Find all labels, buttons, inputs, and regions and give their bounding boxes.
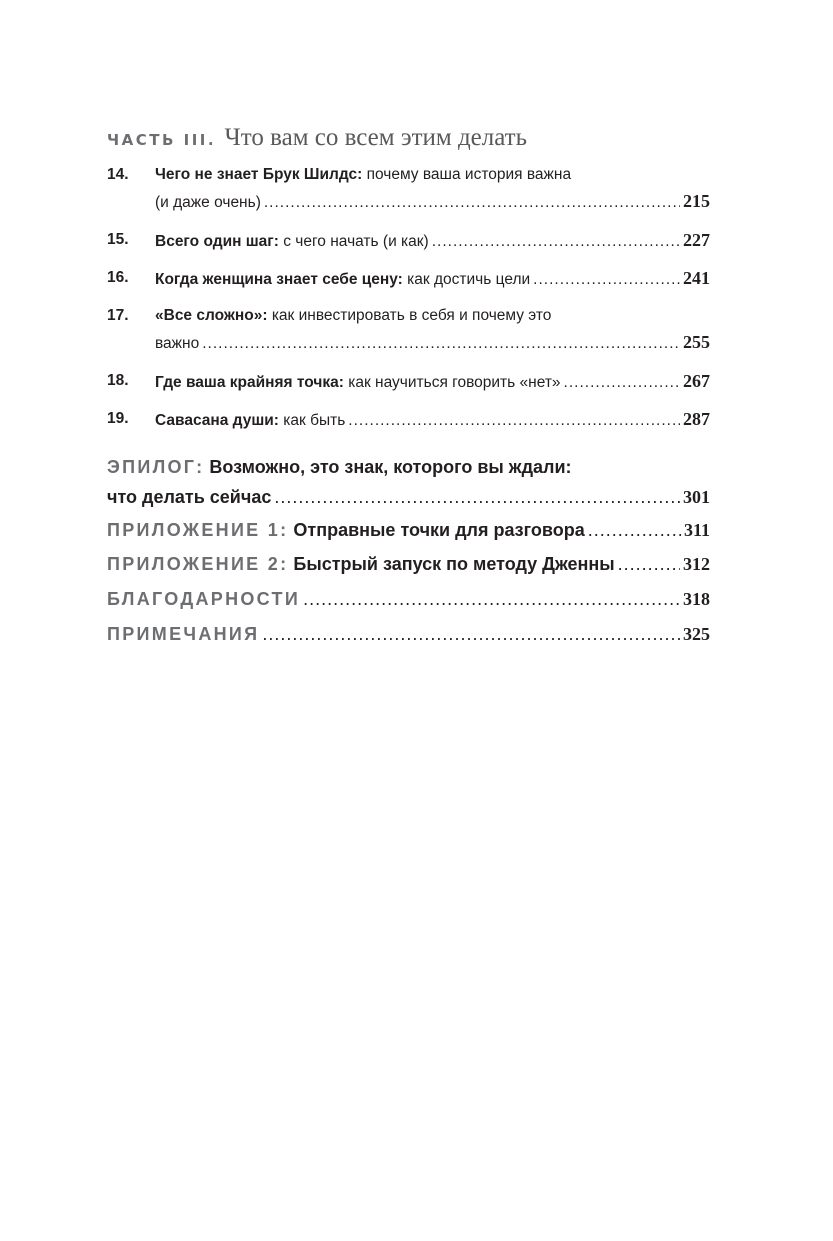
toc-entry-chapter-15[interactable] [107,227,710,255]
chapter-title: Савасана души: [155,412,279,429]
dot-leader [303,584,680,614]
chapter-subtitle: почему ваша история важна [366,166,572,183]
chapter-number: 17. [107,307,129,324]
dot-leader [432,229,680,255]
toc-entry-chapter-16[interactable] [107,265,710,293]
dot-leader [588,515,681,545]
notes-label: ПРИМЕЧАНИЯ [107,624,260,644]
toc-entry-acknowledgements[interactable] [107,584,710,614]
dot-leader [533,267,680,293]
epilogue-title: Возможно, это знак, которого вы ждали: [209,457,572,477]
page-number: 227 [683,230,710,250]
page-number: 287 [683,409,710,429]
toc-entry-notes[interactable] [107,619,710,649]
toc-entry-chapter-14[interactable] [107,162,710,216]
page-number: 255 [683,332,710,352]
part-heading [107,124,710,152]
appendix-title: Быстрый запуск по методу Дженны [293,554,615,574]
dot-leader [264,190,680,216]
chapter-title: Всего один шаг: [155,233,279,250]
appendix-label: ПРИЛОЖЕНИЕ 2: [107,554,289,574]
chapter-title: Где ваша крайняя точка: [155,374,344,391]
chapter-subtitle-cont: важно [155,335,200,352]
dot-leader [262,619,680,649]
page-number: 215 [683,191,710,211]
appendix-label: ПРИЛОЖЕНИЕ 1: [107,520,289,540]
dot-leader [202,331,680,357]
page-number: 311 [683,520,710,540]
chapter-subtitle: как научиться говорить «нет» [348,374,561,391]
chapter-subtitle: как инвестировать в себя и почему это [271,307,552,324]
chapter-title: Когда женщина знает себе цену: [155,271,403,288]
toc-entry-chapter-17[interactable] [107,303,710,357]
chapter-subtitle: с чего начать (и как) [283,233,429,250]
part-title: Что вам со всем этим делать [224,124,528,151]
page-number: 325 [683,624,710,644]
chapter-title: Чего не знает Брук Шилдс: [155,166,363,183]
toc-entry-appendix-2[interactable] [107,549,710,579]
page-number: 318 [683,589,710,609]
chapter-subtitle-cont: (и даже очень) [155,194,261,211]
part-label: ЧАСТЬ III. [107,131,217,149]
page-number: 312 [683,554,710,574]
page-number: 241 [683,268,710,288]
epilogue-label: ЭПИЛОГ: [107,457,205,477]
chapter-title: «Все сложно»: [155,307,268,324]
page-number: 267 [683,371,710,391]
page-number: 301 [683,487,710,507]
epilogue-title-cont: что делать сейчас [107,487,272,507]
chapter-number: 19. [107,410,129,427]
appendix-title: Отправные точки для разговора [293,520,585,540]
dot-leader [274,482,680,512]
toc-entry-epilogue[interactable] [107,452,710,512]
dot-leader [564,370,680,396]
toc-entry-chapter-19[interactable] [107,406,710,434]
chapter-number: 14. [107,166,129,183]
dot-leader [348,408,680,434]
acknowledgements-label: БЛАГОДАРНОСТИ [107,589,301,609]
dot-leader [618,549,680,579]
toc-entry-chapter-18[interactable] [107,368,710,396]
toc-entry-appendix-1[interactable] [107,515,710,545]
chapter-number: 16. [107,269,129,286]
chapter-subtitle: как быть [283,412,346,429]
chapter-number: 15. [107,231,129,248]
chapter-subtitle: как достичь цели [407,271,531,288]
chapter-number: 18. [107,372,129,389]
